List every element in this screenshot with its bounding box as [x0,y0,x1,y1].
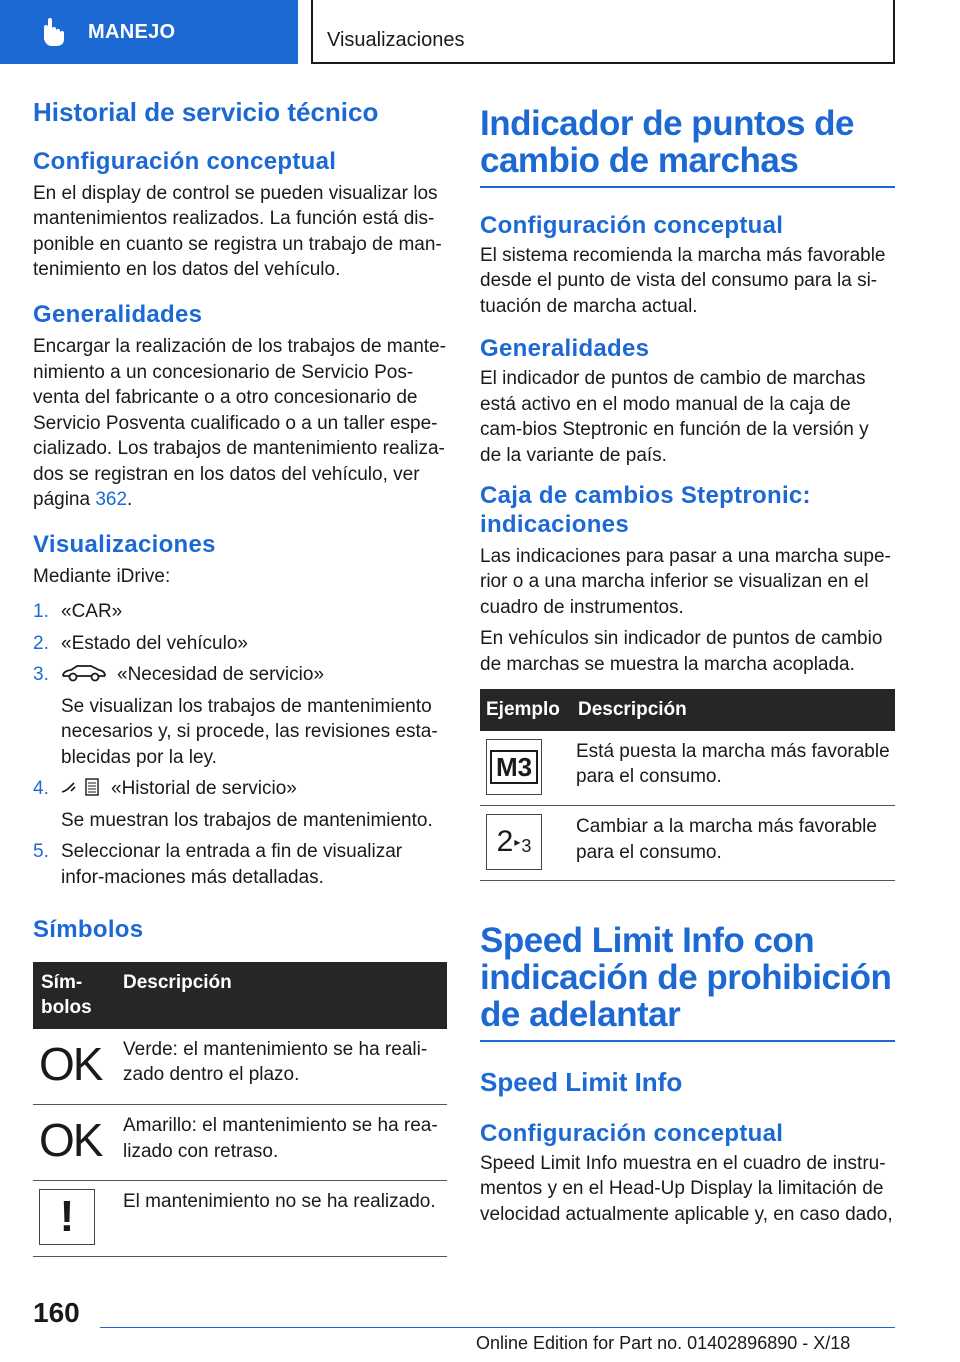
paragraph-text: Encargar la realización de los trabajos de mante‐nimiento a un concesionario de Servicio Pos‐venta del fabricante o a otro concesionario de Servicio Posventa cualificado o a un taller espe‐cializado. Los trabajos de mantenimiento realiza‐dos se registran en los datos del vehículo, ver página [33,336,446,511]
table-cell: El mantenimiento no se ha realizado. [115,1181,447,1257]
list-item [33,631,447,657]
column-header: Descripción [572,689,895,731]
gear-indicator-icon [486,739,542,795]
subheading: Símbolos [33,916,144,944]
step-text: «Historial de servicio» [111,778,297,800]
table-row [33,1029,447,1105]
subheading: Configuración conceptual [33,147,337,175]
step-number: 4. [33,778,49,800]
steps-list [33,599,447,890]
steering-hand-icon [40,17,66,47]
symbols-table [33,962,447,1258]
subheading: Caja de cambios Steptronic: indicaciones [480,482,811,539]
table-cell: Verde: el mantenimiento se ha reali‐zado dentro el plazo. [115,1029,447,1105]
list-item [33,776,447,833]
paragraph: Las indicaciones para pasar a una marcha supe‐rior o a una marcha inferior se visualizan en el cuadro de instrumentos. [480,545,891,618]
warning-symbol: ! [59,1192,75,1242]
column-header: Ejemplo [480,689,572,731]
left-column [33,96,447,1257]
step-text: «CAR» [61,601,123,623]
table-header [33,962,447,1029]
chapter-title: Visualizaciones [327,29,465,51]
footer-divider [100,1327,895,1328]
section-heading: Historial de servicio técnico [33,97,379,127]
paragraph: El indicador de puntos de cambio de marchas está activo en el modo manual de la caja de cam‐bios Steptronic en función de la versión y de la variante de país. [480,368,869,466]
step-number: 3. [33,664,49,686]
gear-m3: M3 [490,750,538,784]
column-header: Descripción [115,962,447,1029]
step-text: Seleccionar la entrada a fin de visualizar infor‐maciones más detalladas. [61,841,403,888]
ok-symbol: OK [39,1037,102,1090]
step-number: 2. [33,632,49,654]
car-service-icon [61,664,107,682]
page-number: 160 [33,1297,80,1328]
subheading: Configuración conceptual [480,1119,784,1147]
footer-edition: Online Edition for Part no. 01402896890 - X/18 [476,1333,851,1353]
column-header: Sím‐bolos [33,962,115,1029]
page-link[interactable]: 362 [95,489,128,511]
step-detail: Se muestran los trabajos de mantenimiento. [61,809,433,831]
table-row [33,1181,447,1257]
gear-target: 3 [521,836,532,857]
step-text: «Necesidad de servicio» [117,664,325,686]
subheading: Generalidades [480,335,650,363]
service-history-icon [61,777,101,797]
table-header [480,689,895,731]
table-row [480,806,895,881]
gear-shift-icon [486,814,542,870]
step-number: 1. [33,601,49,623]
subheading: Speed Limit Info [480,1066,683,1097]
examples-table [480,689,895,881]
subheading: Configuración conceptual [480,211,784,239]
list-item [33,839,447,890]
paragraph: En el display de control se pueden visualizar los mantenimientos realizados. La función está dis‐ponible en cuanto se registra un trabajo de man‐tenimiento en los datos del vehículo. [33,182,442,281]
warning-icon [39,1189,95,1245]
subheading: Visualizaciones [33,530,216,558]
right-column [480,96,895,1227]
paragraph: En vehículos sin indicador de puntos de cambio de marchas se muestra la marcha acoplada. [480,628,883,675]
step-number: 5. [33,841,49,863]
table-cell: Amarillo: el mantenimiento se ha rea‐lizado con retraso. [115,1105,447,1181]
ok-symbol: OK [39,1114,102,1167]
section-title: MANEJO [88,20,176,43]
paragraph: Speed Limit Info muestra en el cuadro de instru‐mentos y en el Head-Up Display la limitación de velocidad actualmente aplicable y, en caso dado, [480,1152,893,1225]
shift-arrow-icon: ▸ [514,834,521,849]
table-cell: Está puesta la marcha más favorable para el consumo. [572,731,895,806]
chapter-box [311,0,895,64]
paragraph: Mediante iDrive: [33,565,171,587]
gear-current: 2 [496,825,514,859]
list-item [33,662,447,770]
table-row [33,1105,447,1181]
paragraph: El sistema recomienda la marcha más favorable desde el punto de vista del consumo para la si‐tuación de marcha actual. [480,244,886,317]
list-item [33,599,447,625]
table-row [480,731,895,806]
section-heading: Speed Limit Info con indicación de prohibición de adelantar [480,923,895,1041]
paragraph: Encargar la realización de los trabajos de mante‐nimiento a un concesionario de Servicio Pos‐venta del fabricante o a otro concesionario de Servicio Posventa cualificado o a un taller espe‐cializado. Los trabajos de mantenimiento realiza‐dos se registran en los datos del vehículo, ver página 362. [33,336,446,511]
step-detail: Se visualizan los trabajos de mantenimiento necesarios y, si procede, las revisiones esta‐blecidas por la ley. [61,695,438,768]
section-tab [0,0,298,64]
step-text: «Estado del vehículo» [61,632,248,654]
subheading: Generalidades [33,300,203,328]
section-heading: Indicador de puntos de cambio de marchas [480,96,895,188]
table-cell: Cambiar a la marcha más favorable para el consumo. [572,806,895,881]
